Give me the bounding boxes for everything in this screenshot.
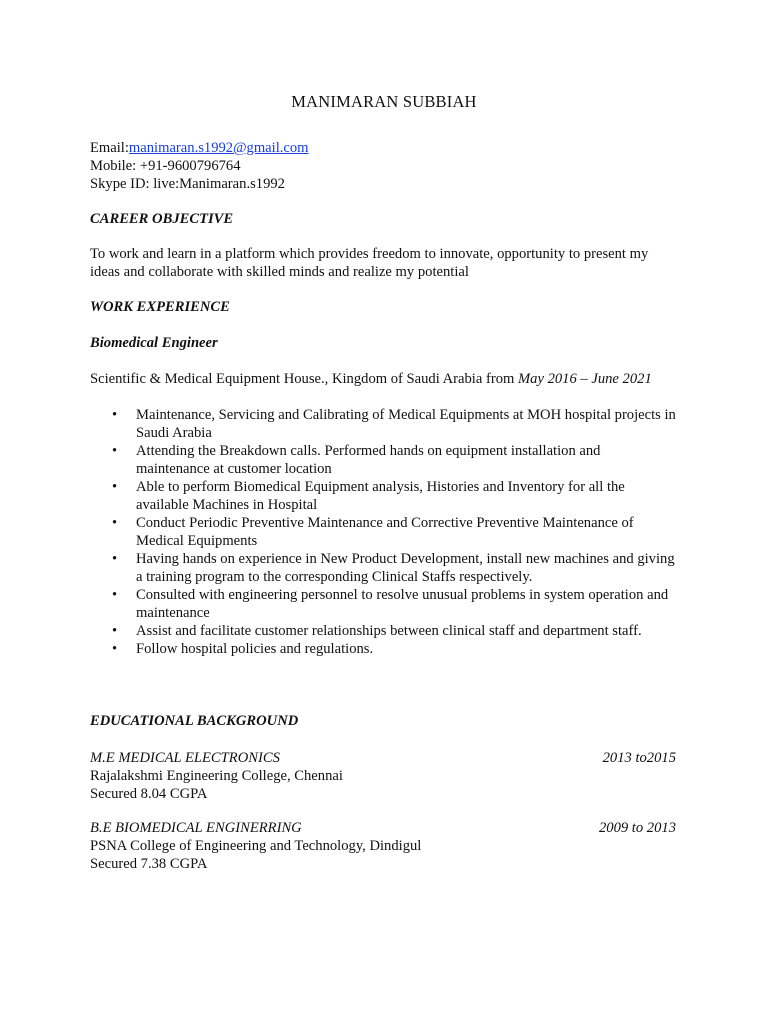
list-item: • Having hands on experience in New Product Development, install new machines and giving a training program to the corresponding Clinical Staffs respectively.	[112, 551, 675, 585]
contact-block	[90, 139, 690, 193]
list-item: • Conduct Periodic Preventive Maintenance and Corrective Preventive Maintenance of Medical Equipments	[112, 515, 634, 549]
job-role: Biomedical Engineer	[90, 335, 218, 351]
email-line	[90, 139, 690, 157]
degree-score: Secured 7.38 CGPA	[90, 856, 208, 872]
list-item: • Follow hospital policies and regulations.	[112, 641, 374, 657]
list-item: • Consulted with engineering personnel to resolve unusual problems in system operation and maintenance	[112, 587, 669, 621]
degree-years: 2013 to2015	[602, 750, 676, 766]
list-item: • Maintenance, Servicing and Calibrating of Medical Equipments at MOH hospital projects in Saudi Arabia	[112, 407, 676, 441]
bullet-icon: •	[112, 623, 118, 639]
bullet-icon: •	[112, 479, 118, 495]
employment-period: May 2016 – June 2021	[518, 371, 652, 387]
bullet-icon: •	[112, 443, 118, 459]
education-heading: EDUCATIONAL BACKGROUND	[90, 713, 299, 729]
education-entry-me	[90, 749, 676, 803]
career-objective-heading: CAREER OBJECTIVE	[90, 211, 234, 227]
email-link[interactable]: manimaran.s1992@gmail.com	[128, 140, 309, 156]
degree-score: Secured 8.04 CGPA	[90, 786, 208, 802]
company-name: Scientific & Medical Equipment House., Kingdom of Saudi Arabia from	[90, 371, 518, 387]
bullet-icon: •	[112, 641, 118, 657]
list-item: • Able to perform Biomedical Equipment analysis, Histories and Inventory for all the available Machines in Hospital	[112, 479, 625, 513]
company-line	[90, 370, 690, 388]
skype-line: Skype ID: live:Manimaran.s1992	[90, 176, 285, 192]
career-objective-line-2: ideas and collaborate with skilled minds and realize my potential	[90, 264, 469, 280]
list-item: • Assist and facilitate customer relationships between clinical staff and department staff.	[112, 623, 642, 639]
responsibilities-list	[90, 406, 690, 658]
degree-years: 2009 to 2013	[598, 820, 676, 836]
candidate-name: MANIMARAN SUBBIAH	[291, 92, 477, 111]
education-entry-be	[90, 819, 676, 873]
work-experience-heading: WORK EXPERIENCE	[90, 299, 230, 315]
mobile-line: Mobile: +91-9600796764	[90, 158, 241, 174]
bullet-icon: •	[112, 587, 118, 603]
institution-name: PSNA College of Engineering and Technology, Dindigul	[90, 838, 422, 854]
bullet-icon: •	[112, 407, 118, 423]
degree-title: M.E MEDICAL ELECTRONICS	[90, 750, 280, 766]
email-label: Email:	[90, 140, 129, 156]
institution-name: Rajalakshmi Engineering College, Chennai	[90, 768, 343, 784]
career-objective-text	[90, 245, 690, 281]
bullet-icon: •	[112, 551, 118, 567]
bullet-icon: •	[112, 515, 118, 531]
list-item: • Attending the Breakdown calls. Performed hands on equipment installation and maintenance at customer location	[112, 443, 601, 477]
career-objective-line-1: To work and learn in a platform which provides freedom to innovate, opportunity to present my	[90, 246, 649, 262]
degree-title: B.E BIOMEDICAL ENGINERRING	[90, 820, 302, 836]
